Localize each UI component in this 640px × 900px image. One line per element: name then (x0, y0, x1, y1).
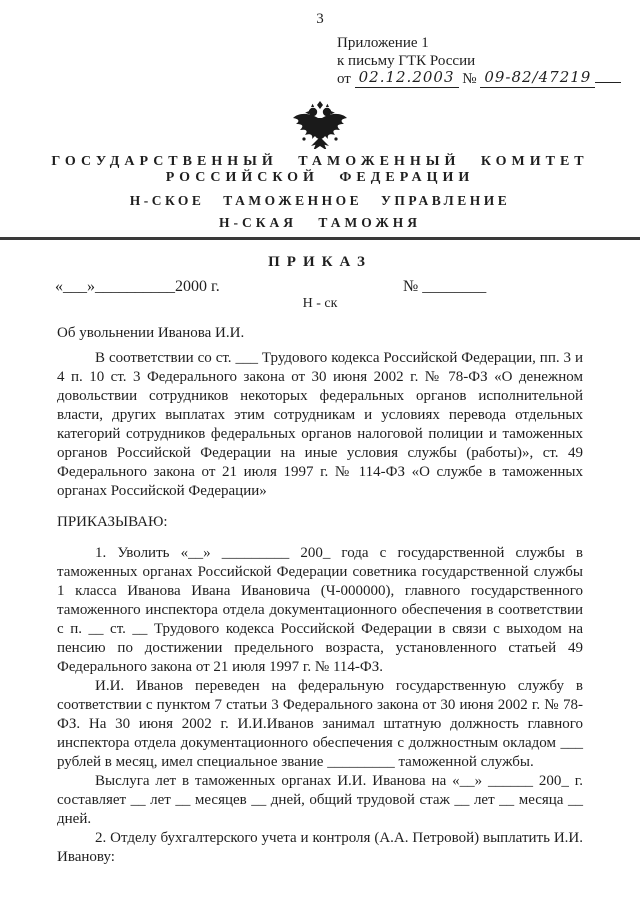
org-unit-line: Н-СКОЕ ТАМОЖЕННОЕ УПРАВЛЕНИЕ (129, 192, 511, 208)
order-place: Н - ск (302, 295, 338, 311)
decree-word: ПРИКАЗЫВАЮ: (57, 513, 168, 530)
order-number-blank: № ________ (403, 277, 487, 295)
order-date-blank: «___»__________2000 г. (55, 277, 220, 295)
double-headed-eagle-icon (291, 101, 349, 149)
org-suborg-line: Н-СКАЯ ТАМОЖНЯ (219, 214, 421, 230)
appendix-line-1: Приложение 1 (337, 35, 429, 51)
letterhead-divider (0, 237, 640, 240)
order-meta-row (0, 277, 640, 296)
appendix-number-sign: № (462, 71, 477, 87)
order-body (57, 349, 583, 867)
appendix-date-handwritten: 02.12.2003 (355, 69, 459, 88)
appendix-block (337, 35, 640, 89)
body-paragraph-2: И.И. Иванов переведен на федеральную государственную службу в соответствии с пунктом 7 статьи 3 Федерального закона от 30 июня 2002 г. № 78-ФЗ. На 30 июня 2002 г. И.И.Иванов занимал штатную должность главного инспектора отдела документационного обеспечения с должностным окладом ___ рублей в месяц, имел специальное звание _________ таможенной службы. (57, 677, 583, 770)
appendix-line-2: к письму ГТК России (337, 52, 476, 69)
appendix-number-handwritten: 09-82/47219 (480, 69, 595, 88)
appendix-underline-extension (595, 81, 621, 83)
body-paragraph-4: 2. Отделу бухгалтерского учета и контроля (А.А. Петровой) выплатить И.И. Иванову: (57, 829, 583, 865)
letterhead (0, 154, 640, 230)
order-title: ПРИКАЗ (268, 253, 372, 270)
body-paragraph-3: Выслуга лет в таможенных органах И.И. Иванова на «__» ______ 200_ г. составляет __ лет __ месяцев __ дней, общий трудовой стаж __ лет __ месяца __ дней. (57, 772, 583, 827)
body-paragraph-1: 1. Уволить «__» _________ 200_ года с государственной службы в таможенных органах Российской Федерации советника государственной службы 1 класса Иванова Ивана Ивановича (Ч-000000), главного государственного таможенного инспектора отдела документационного обеспечения в соответствии с п. __ ст. __ Трудового кодекса Российской Федерации в связи с выходом на пенсию по достижении предельного возраста, установленного статьей 49 Федерального закона от 21 июля 1997 г. № 114-ФЗ. (57, 544, 583, 675)
appendix-line-3 (337, 70, 640, 89)
page-number: 3 (316, 11, 324, 27)
preamble-paragraph: В соответствии со ст. ___ Трудового кодекса Российской Федерации, пп. 3 и 4 п. 10 ст. 3 Федерального закона от 30 июня 2002 г. № 78-ФЗ «О денежном довольствии сотрудников некоторых федеральных органов исполнительной власти, других выплатах этим сотрудникам и условиях перевода отдельных категорий сотрудников федеральных органов налоговой полиции и таможенных органов Российской Федерации на иные условия службы (работы)», ст. 49 Федерального закона от 21 июля 1997 г. № 114-ФЗ «О службе в таможенных органах Российской Федерации» (57, 349, 583, 499)
order-subject: Об увольнении Иванова И.И. (57, 324, 245, 341)
org-name-line-2: РОССИЙСКОЙ ФЕДЕРАЦИИ (165, 169, 475, 185)
appendix-from-label: от (337, 71, 351, 87)
org-name-line-1: ГОСУДАРСТВЕННЫЙ ТАМОЖЕННЫЙ КОМИТЕТ (51, 153, 589, 169)
coat-of-arms (0, 101, 640, 149)
